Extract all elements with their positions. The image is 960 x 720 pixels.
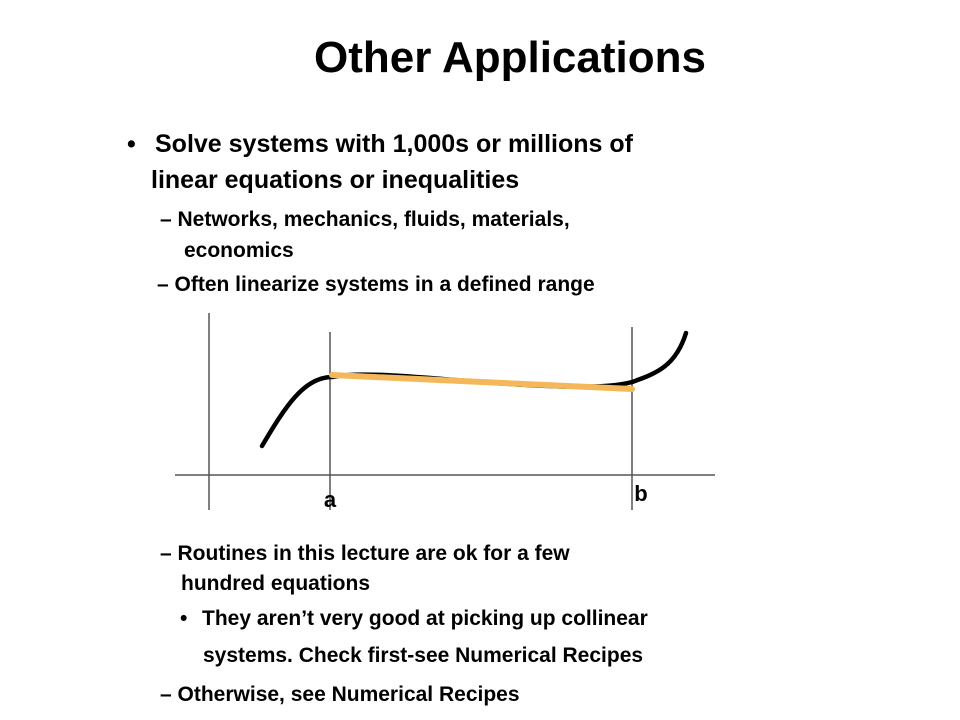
linear-approximation-line <box>332 375 632 389</box>
nested-bullet-marker: • <box>180 607 188 630</box>
axis-label-a: a <box>323 487 337 512</box>
slide-title: Other Applications <box>314 33 706 82</box>
linearization-diagram <box>170 305 730 520</box>
main-bullet-line-2: linear equations or inequalities <box>151 166 520 194</box>
main-bullet-marker: • <box>127 130 136 158</box>
sub-bullet-otherwise: – Otherwise, see Numerical Recipes <box>160 683 520 706</box>
sub-bullet-networks-line-1: – Networks, mechanics, fluids, materials, <box>160 208 570 231</box>
sub-bullet-routines-line-1: – Routines in this lecture are ok for a few <box>160 542 570 565</box>
axis-label-b: b <box>634 481 648 506</box>
main-bullet-line-1: Solve systems with 1,000s or millions of <box>155 130 633 158</box>
nested-bullet-line-2: systems. Check first-see Numerical Recipes <box>203 644 644 667</box>
sub-bullet-routines-line-2: hundred equations <box>181 572 370 595</box>
nested-bullet-line-1: They aren’t very good at picking up collinear <box>202 607 648 630</box>
sub-bullet-linearize: – Often linearize systems in a defined range <box>157 273 595 296</box>
sub-bullet-networks-line-2: economics <box>184 239 294 262</box>
